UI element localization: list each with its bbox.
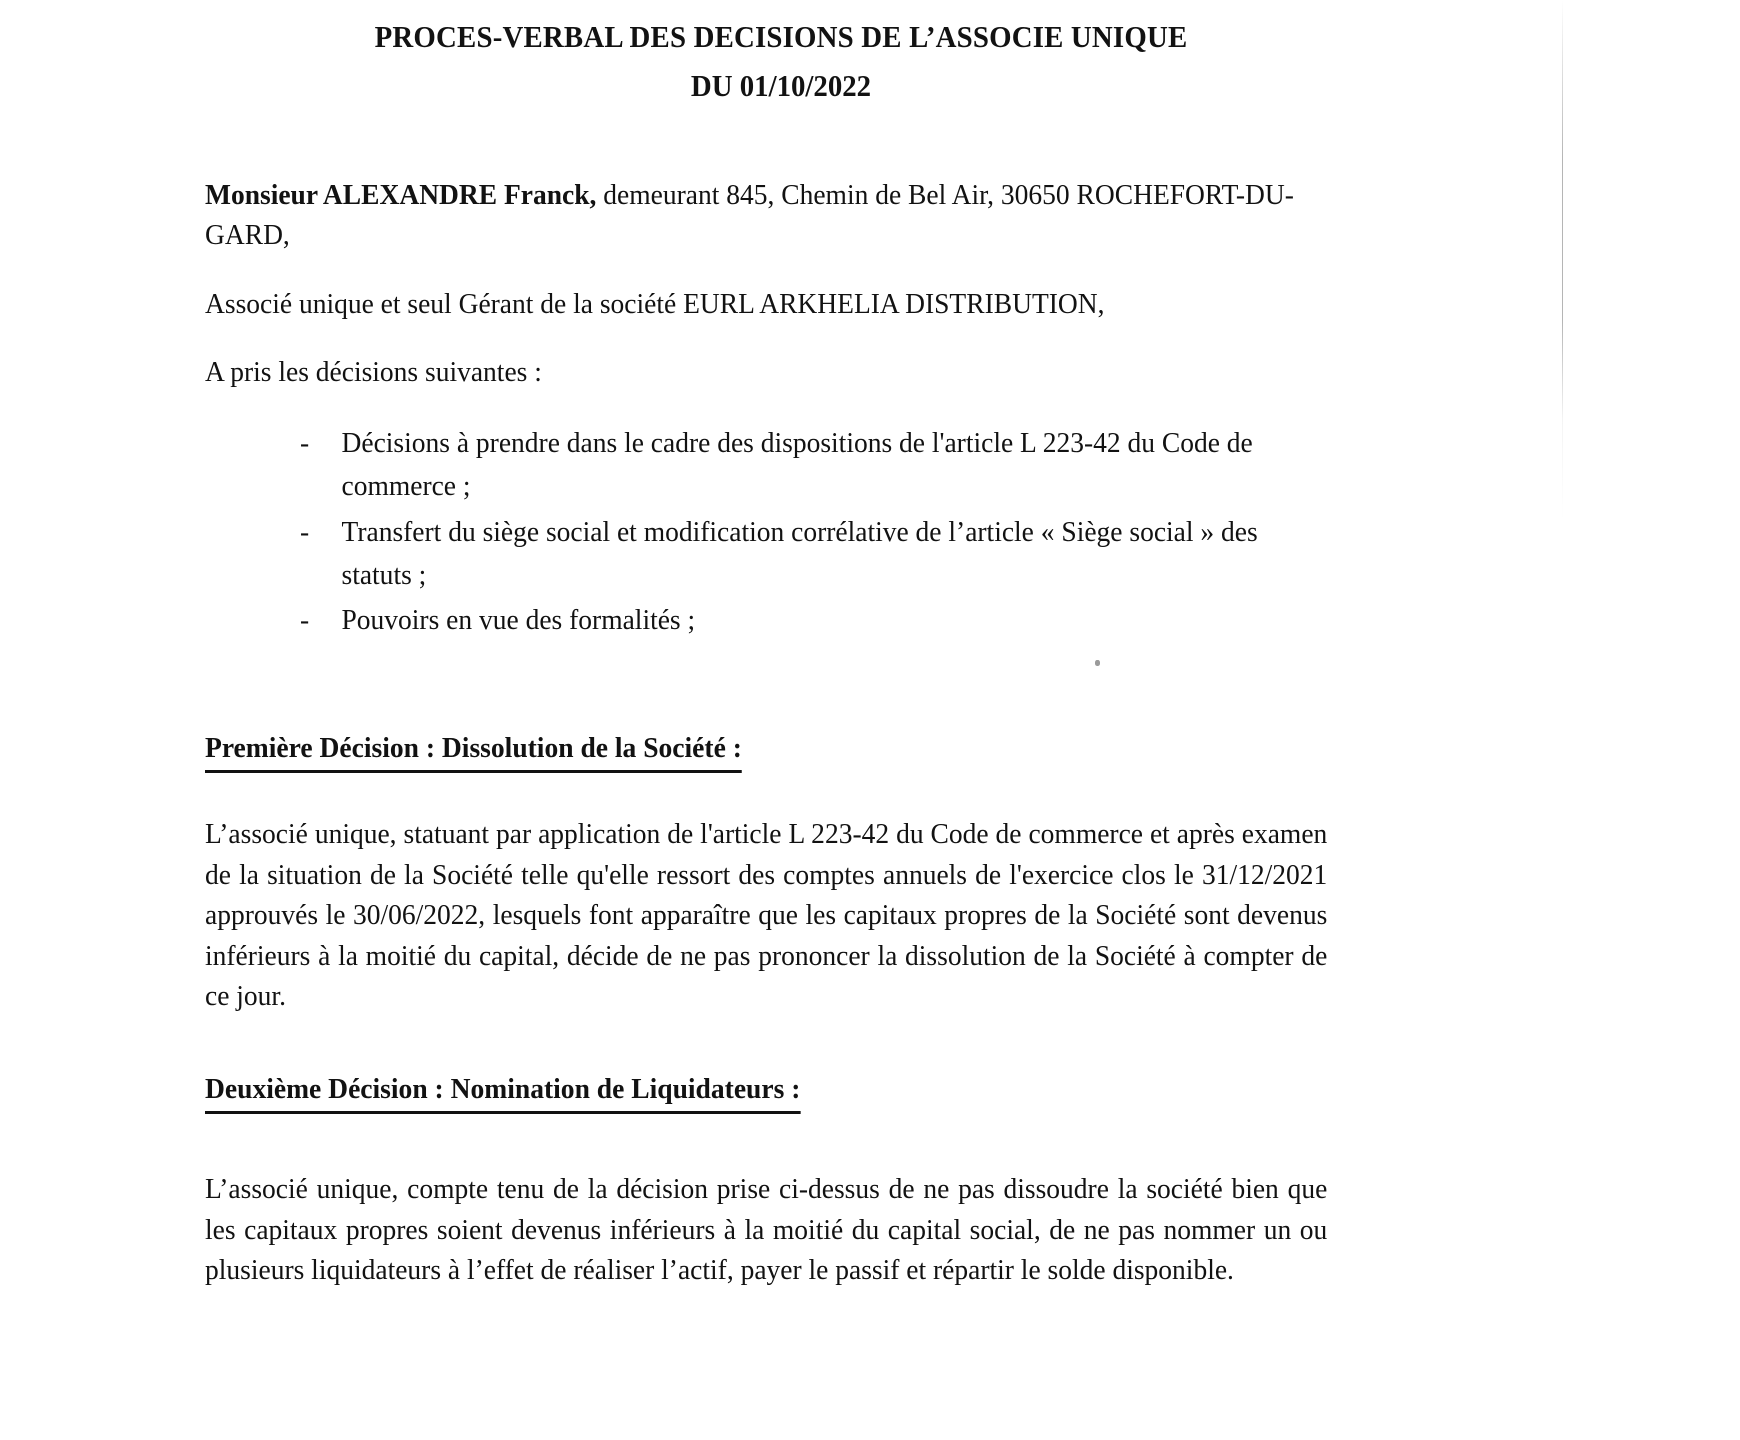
spacer xyxy=(205,1144,1368,1170)
list-item xyxy=(300,599,1331,642)
section-heading-first-decision: Première Décision : Dissolution de la Société : xyxy=(205,730,742,773)
first-decision-body: L’associé unique, statuant par application de l'article L 223-42 du Code de commerce et après examen de la situation de la Société telle qu'elle ressort des comptes annuels de l'exercice clos le 31/12/2021 approuvés le 30/06/2022, lesquels font apparaître que les capitaux propres de la Société sont devenus inférieurs à la moitié du capital, décide de ne pas prononcer la dissolution de la Société à compter de ce jour. xyxy=(205,819,1328,1012)
spacer xyxy=(205,1045,1368,1071)
spacer xyxy=(205,803,1368,815)
agenda-item-text: Transfert du siège social et modification corrélative de l’article « Siège social » des statuts ; xyxy=(341,516,1258,591)
first-decision-heading-wrap xyxy=(205,730,1368,773)
role-paragraph: Associé unique et seul Gérant de la société EURL ARKHELIA DISTRIBUTION, xyxy=(205,288,1105,320)
page-margin-right xyxy=(1563,0,1740,1440)
page-subtitle-date: DU 01/10/2022 xyxy=(690,68,872,104)
document-body xyxy=(205,176,1368,1320)
agenda-item-text: Pouvoirs en vue des formalités ; xyxy=(341,605,696,637)
list-item xyxy=(300,511,1331,598)
page-title: PROCES-VERBAL DES DECISIONS DE L’ASSOCIE UNIQUE xyxy=(374,19,1188,54)
associate-address: demeurant 845, Chemin de Bel Air, 30650 ROCHEFORT-DU-GARD, xyxy=(205,180,1294,252)
spacer xyxy=(205,644,1368,704)
dash-bullet-icon: - xyxy=(300,605,310,637)
intro-paragraph: A pris les décisions suivantes : xyxy=(205,357,542,389)
dash-bullet-icon: - xyxy=(300,516,310,548)
second-decision-body: L’associé unique, compte tenu de la décision prise ci-dessus de ne pas dissoudre la société bien que les capitaux propres soient devenus inférieurs à la moitié du capital social, de ne pas nommer un ou plusieurs liquidateurs à l’effet de réaliser l’actif, payer le passif et répartir le solde disponible. xyxy=(205,1174,1328,1287)
scan-speck xyxy=(1095,660,1100,666)
associate-name: Monsieur ALEXANDRE Franck, xyxy=(205,180,597,211)
agenda-list xyxy=(205,422,1368,643)
agenda-item-text: Décisions à prendre dans le cadre des dispositions de l'article L 223-42 du Code de commerce ; xyxy=(341,427,1253,503)
spacer xyxy=(205,777,1368,803)
second-decision-heading-wrap xyxy=(205,1071,1368,1114)
spacer xyxy=(205,1118,1368,1144)
identity-paragraph xyxy=(205,176,1327,257)
list-item xyxy=(300,422,1331,509)
dash-bullet-icon: - xyxy=(300,427,310,459)
section-heading-second-decision: Deuxième Décision : Nomination de Liquidateurs : xyxy=(205,1071,800,1114)
spacer xyxy=(205,704,1368,730)
